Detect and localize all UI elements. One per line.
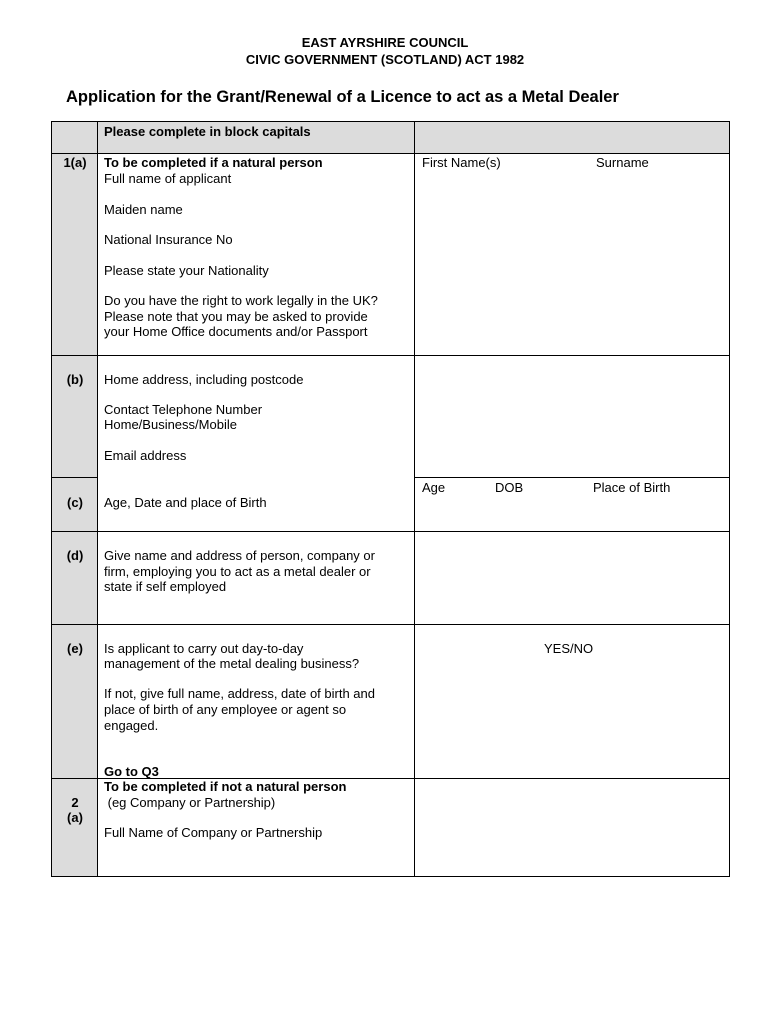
- form-title: Application for the Grant/Renewal of a Licence to act as a Metal Dealer: [66, 88, 619, 106]
- company-name-answer-box[interactable]: [415, 779, 729, 876]
- ni-number-label: National Insurance No: [104, 232, 233, 247]
- section-number-b: (b): [66, 372, 84, 387]
- section-1a-heading: To be completed if a natural person: [104, 155, 323, 170]
- section-number-1a: 1(a): [63, 155, 87, 170]
- column-divider-left: [97, 122, 98, 876]
- council-name: EAST AYRSHIRE COUNCIL: [301, 35, 469, 50]
- first-name-field-label[interactable]: First Name(s): [422, 155, 501, 170]
- company-name-label: Full Name of Company or Partnership: [104, 825, 323, 840]
- company-example-note: (eg Company or Partnership): [104, 795, 276, 810]
- place-of-birth-field-label[interactable]: Place of Birth: [593, 480, 671, 495]
- email-label: Email address: [104, 448, 187, 463]
- right-to-work-note: your Home Office documents and/or Passport: [104, 324, 368, 339]
- telephone-type-label: Home/Business/Mobile: [104, 417, 237, 432]
- employer-label: state if self employed: [104, 579, 227, 594]
- act-name: CIVIC GOVERNMENT (SCOTLAND) ACT 1982: [245, 52, 525, 67]
- section-2a-heading: To be completed if not a natural person: [104, 779, 347, 794]
- row-divider: [52, 624, 729, 625]
- employee-details-instruction: place of birth of any employee or agent so: [104, 702, 347, 717]
- row-divider: [52, 153, 729, 154]
- employer-answer-box[interactable]: [415, 532, 729, 624]
- intro-instruction: Please complete in block capitals: [104, 124, 311, 139]
- yes-no-option[interactable]: YES/NO: [544, 641, 594, 656]
- telephone-label: Contact Telephone Number: [104, 402, 263, 417]
- home-address-label: Home address, including postcode: [104, 372, 304, 387]
- dob-field-label[interactable]: DOB: [495, 480, 524, 495]
- age-dob-place-label: Age, Date and place of Birth: [104, 495, 267, 510]
- right-to-work-note: Please note that you may be asked to provide: [104, 309, 368, 324]
- age-field-label[interactable]: Age: [422, 480, 446, 495]
- go-to-q3-instruction: Go to Q3: [104, 764, 159, 779]
- row-divider: [52, 355, 729, 356]
- maiden-name-label: Maiden name: [104, 202, 183, 217]
- full-name-label: Full name of applicant: [104, 171, 232, 186]
- column-divider-right: [414, 122, 415, 876]
- right-to-work-label: Do you have the right to work legally in the UK?: [104, 293, 378, 308]
- section-number-d: (d): [66, 548, 84, 563]
- section-number-2: 2: [71, 795, 79, 810]
- row-divider: [52, 477, 97, 478]
- day-to-day-management-question: management of the metal dealing business?: [104, 656, 360, 671]
- nationality-label: Please state your Nationality: [104, 263, 269, 278]
- employee-details-instruction: If not, give full name, address, date of birth and: [104, 686, 375, 701]
- section-number-e: (e): [67, 641, 83, 656]
- section-number-2a: (a): [67, 810, 83, 825]
- day-to-day-management-question: Is applicant to carry out day-to-day: [104, 641, 304, 656]
- section-number-c: (c): [67, 495, 83, 510]
- application-form-table: [51, 121, 730, 877]
- employer-label: firm, employing you to act as a metal dealer or: [104, 564, 371, 579]
- employer-label: Give name and address of person, company or: [104, 548, 375, 563]
- surname-field-label[interactable]: Surname: [596, 155, 649, 170]
- employee-details-instruction: engaged.: [104, 718, 159, 733]
- row-divider: [414, 477, 729, 478]
